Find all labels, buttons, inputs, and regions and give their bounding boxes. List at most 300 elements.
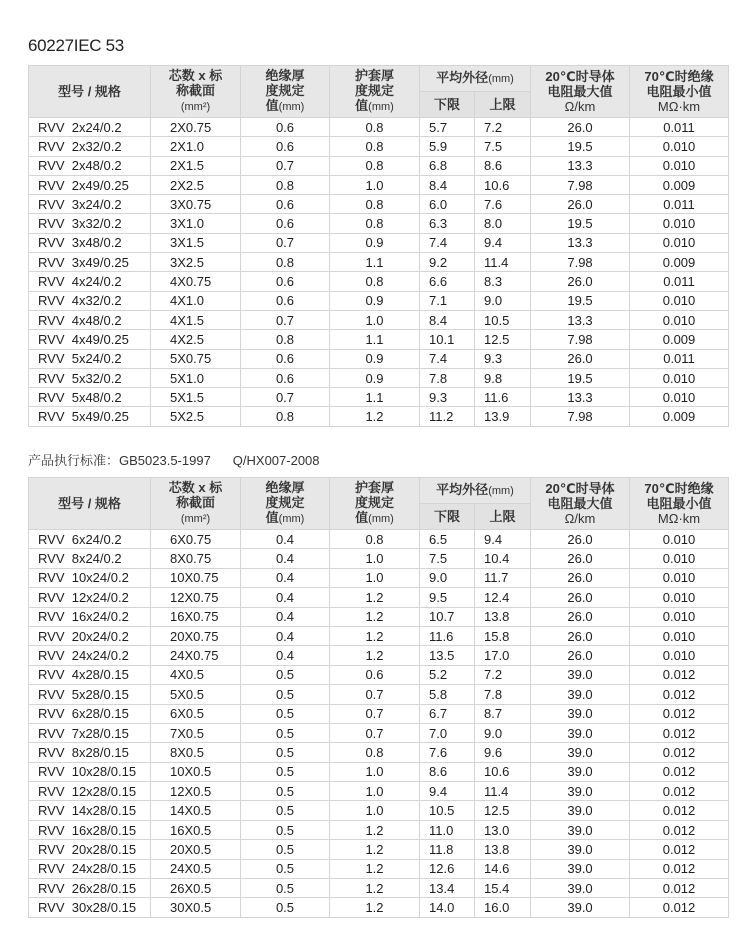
table-row (29, 762, 729, 781)
cell-conductor-resistance: 39.0 (531, 685, 630, 704)
table-row (29, 723, 729, 742)
cell-cores: 12X0.75 (151, 588, 241, 607)
cell-model: RVV 12x28/0.15 (29, 782, 151, 801)
cell-insulation: 0.5 (241, 801, 330, 820)
cell-conductor-resistance: 26.0 (531, 646, 630, 665)
cell-od-low: 7.5 (420, 549, 475, 568)
cell-insulation: 0.5 (241, 704, 330, 723)
cell-sheath: 1.0 (330, 801, 420, 820)
cell-conductor-resistance: 19.5 (531, 291, 630, 310)
cell-conductor-resistance: 13.3 (531, 310, 630, 329)
header-text: 度规定 (265, 495, 305, 510)
cell-od-low: 11.0 (420, 820, 475, 839)
table-row (29, 349, 729, 368)
cell-od-high: 15.4 (475, 879, 531, 898)
cell-model: RVV 4x24/0.2 (29, 272, 151, 291)
header-text: 值 (265, 510, 279, 525)
table-row (29, 310, 729, 329)
cell-od-high: 10.5 (475, 310, 531, 329)
header-outer-diameter (420, 66, 531, 92)
cell-insulation: 0.6 (241, 349, 330, 368)
cell-model: RVV 5x24/0.2 (29, 349, 151, 368)
cell-insulation-resistance: 0.012 (630, 898, 729, 917)
cell-insulation: 0.5 (241, 723, 330, 742)
cell-model: RVV 5x32/0.2 (29, 368, 151, 387)
cell-conductor-resistance: 7.98 (531, 407, 630, 426)
cell-sheath: 1.0 (330, 568, 420, 587)
cell-model: RVV 14x28/0.15 (29, 801, 151, 820)
header-unit: Ω/km (564, 511, 596, 526)
cell-model: RVV 4x28/0.15 (29, 665, 151, 684)
cell-sheath: 0.7 (330, 723, 420, 742)
header-text: 绝缘厚 (265, 68, 305, 83)
cell-sheath: 0.7 (330, 704, 420, 723)
table-row (29, 685, 729, 704)
cell-sheath: 1.1 (330, 253, 420, 272)
cell-insulation-resistance: 0.012 (630, 782, 729, 801)
cell-insulation: 0.8 (241, 175, 330, 194)
cell-cores: 5X1.5 (151, 388, 241, 407)
table-row (29, 607, 729, 626)
header-unit: (mm) (488, 73, 514, 85)
cell-model: RVV 20x28/0.15 (29, 840, 151, 859)
header-conductor-resistance (531, 478, 630, 530)
header-text: 芯数 x 标 (168, 480, 223, 495)
cell-sheath: 1.1 (330, 388, 420, 407)
table-row (29, 782, 729, 801)
header-text: 电阻最大值 (547, 496, 613, 511)
header-text: 度规定 (354, 83, 394, 98)
table-row (29, 407, 729, 426)
cell-od-high: 17.0 (475, 646, 531, 665)
cell-insulation-resistance: 0.009 (630, 253, 729, 272)
cell-od-low: 5.2 (420, 665, 475, 684)
cell-model: RVV 2x24/0.2 (29, 118, 151, 137)
cell-cores: 3X1.5 (151, 233, 241, 252)
cell-sheath: 1.2 (330, 859, 420, 878)
cell-cores: 2X2.5 (151, 175, 241, 194)
cell-od-high: 10.6 (475, 175, 531, 194)
cell-od-high: 9.0 (475, 723, 531, 742)
cell-insulation: 0.7 (241, 388, 330, 407)
cell-sheath: 1.1 (330, 330, 420, 349)
header-text: 平均外径 (436, 482, 489, 497)
cell-od-low: 9.4 (420, 782, 475, 801)
header-od-low: 下限 (420, 92, 475, 118)
cell-od-low: 6.3 (420, 214, 475, 233)
header-insulation-resistance (630, 66, 729, 118)
header-insulation-resistance (630, 478, 729, 530)
cell-insulation-resistance: 0.010 (630, 233, 729, 252)
cell-insulation: 0.6 (241, 118, 330, 137)
spec-table-2 (28, 477, 729, 918)
cell-sheath: 1.2 (330, 820, 420, 839)
cell-insulation: 0.4 (241, 588, 330, 607)
cell-od-high: 14.6 (475, 859, 531, 878)
cell-sheath: 0.8 (330, 743, 420, 762)
cell-od-high: 11.4 (475, 253, 531, 272)
cell-insulation: 0.5 (241, 685, 330, 704)
cell-model: RVV 2x32/0.2 (29, 137, 151, 156)
cell-od-high: 8.6 (475, 156, 531, 175)
table-row (29, 898, 729, 917)
cell-conductor-resistance: 26.0 (531, 568, 630, 587)
cell-cores: 10X0.5 (151, 762, 241, 781)
header-unit: MΩ·km (657, 511, 701, 526)
cell-model: RVV 24x28/0.15 (29, 859, 151, 878)
cell-model: RVV 8x24/0.2 (29, 549, 151, 568)
table-row (29, 626, 729, 645)
cell-cores: 3X1.0 (151, 214, 241, 233)
header-text: 20℃时导体 (545, 69, 615, 84)
header-text: 护套厚 (354, 68, 394, 83)
cell-insulation: 0.5 (241, 743, 330, 762)
cell-model: RVV 4x48/0.2 (29, 310, 151, 329)
cell-od-high: 7.8 (475, 685, 531, 704)
cell-cores: 20X0.75 (151, 626, 241, 645)
table-header (29, 478, 729, 530)
cell-insulation-resistance: 0.009 (630, 407, 729, 426)
cell-cores: 10X0.75 (151, 568, 241, 587)
cell-insulation-resistance: 0.010 (630, 607, 729, 626)
cell-conductor-resistance: 26.0 (531, 272, 630, 291)
cell-insulation-resistance: 0.012 (630, 879, 729, 898)
cell-cores: 12X0.5 (151, 782, 241, 801)
table-row (29, 840, 729, 859)
cell-od-high: 8.3 (475, 272, 531, 291)
header-text: 值 (355, 510, 369, 525)
standard-note (28, 450, 342, 469)
cell-od-low: 9.2 (420, 253, 475, 272)
cell-od-high: 9.4 (475, 233, 531, 252)
table-row (29, 743, 729, 762)
cell-sheath: 1.2 (330, 607, 420, 626)
cell-sheath: 0.8 (330, 195, 420, 214)
cell-od-low: 14.0 (420, 898, 475, 917)
cell-insulation: 0.7 (241, 233, 330, 252)
cell-sheath: 0.8 (330, 118, 420, 137)
cell-conductor-resistance: 7.98 (531, 175, 630, 194)
cell-conductor-resistance: 19.5 (531, 137, 630, 156)
cell-insulation: 0.8 (241, 253, 330, 272)
cell-sheath: 0.9 (330, 349, 420, 368)
cell-od-high: 7.2 (475, 118, 531, 137)
cell-conductor-resistance: 39.0 (531, 704, 630, 723)
cell-od-low: 5.8 (420, 685, 475, 704)
cell-conductor-resistance: 39.0 (531, 879, 630, 898)
cell-od-low: 7.8 (420, 368, 475, 387)
cell-model: RVV 8x28/0.15 (29, 743, 151, 762)
cell-od-low: 9.5 (420, 588, 475, 607)
cell-insulation-resistance: 0.012 (630, 762, 729, 781)
cell-od-low: 5.7 (420, 118, 475, 137)
cell-conductor-resistance: 13.3 (531, 388, 630, 407)
table-row (29, 388, 729, 407)
cell-conductor-resistance: 26.0 (531, 607, 630, 626)
cell-sheath: 0.7 (330, 685, 420, 704)
cell-conductor-resistance: 39.0 (531, 840, 630, 859)
cell-od-high: 13.0 (475, 820, 531, 839)
cell-cores: 2X0.75 (151, 118, 241, 137)
header-unit: (mm) (368, 513, 394, 525)
cell-model: RVV 6x24/0.2 (29, 530, 151, 549)
cell-insulation-resistance: 0.010 (630, 388, 729, 407)
cell-od-low: 13.5 (420, 646, 475, 665)
cell-sheath: 0.8 (330, 272, 420, 291)
cell-sheath: 0.8 (330, 156, 420, 175)
cell-model: RVV 2x48/0.2 (29, 156, 151, 175)
cell-sheath: 1.0 (330, 175, 420, 194)
cell-insulation: 0.8 (241, 407, 330, 426)
cell-insulation-resistance: 0.010 (630, 310, 729, 329)
cell-insulation: 0.4 (241, 568, 330, 587)
cell-od-high: 16.0 (475, 898, 531, 917)
cell-od-high: 9.3 (475, 349, 531, 368)
header-text: 度规定 (265, 83, 305, 98)
cell-od-low: 7.1 (420, 291, 475, 310)
cell-cores: 6X0.75 (151, 530, 241, 549)
cell-conductor-resistance: 19.5 (531, 368, 630, 387)
cell-conductor-resistance: 26.0 (531, 349, 630, 368)
header-od-low: 下限 (420, 504, 475, 530)
cell-model: RVV 4x32/0.2 (29, 291, 151, 310)
cell-conductor-resistance: 26.0 (531, 195, 630, 214)
standard-second: Q/HX007-2008 (232, 453, 320, 468)
cell-insulation-resistance: 0.012 (630, 704, 729, 723)
header-od-high: 上限 (475, 504, 531, 530)
cell-insulation-resistance: 0.010 (630, 137, 729, 156)
cell-sheath: 1.0 (330, 310, 420, 329)
cell-model: RVV 26x28/0.15 (29, 879, 151, 898)
cell-od-high: 12.5 (475, 330, 531, 349)
cell-od-low: 11.8 (420, 840, 475, 859)
cell-cores: 4X0.75 (151, 272, 241, 291)
cell-od-low: 6.7 (420, 704, 475, 723)
cell-model: RVV 6x28/0.15 (29, 704, 151, 723)
cell-conductor-resistance: 13.3 (531, 233, 630, 252)
cell-od-low: 7.6 (420, 743, 475, 762)
cell-sheath: 0.8 (330, 137, 420, 156)
cell-insulation-resistance: 0.010 (630, 214, 729, 233)
document-title: 60227IEC 53 (28, 36, 124, 55)
cell-cores: 4X1.5 (151, 310, 241, 329)
table-row (29, 801, 729, 820)
cell-od-high: 12.5 (475, 801, 531, 820)
cell-od-high: 10.6 (475, 762, 531, 781)
cell-cores: 8X0.75 (151, 549, 241, 568)
cell-insulation: 0.6 (241, 291, 330, 310)
table-row (29, 549, 729, 568)
table-header (29, 66, 729, 118)
header-model: 型号 / 规格 (29, 478, 151, 530)
cell-cores: 16X0.75 (151, 607, 241, 626)
cell-conductor-resistance: 26.0 (531, 118, 630, 137)
cell-insulation-resistance: 0.012 (630, 665, 729, 684)
table-row (29, 568, 729, 587)
header-sheath (330, 66, 420, 118)
cell-insulation: 0.7 (241, 156, 330, 175)
cell-sheath: 1.2 (330, 407, 420, 426)
cell-sheath: 1.0 (330, 549, 420, 568)
header-unit: MΩ·km (657, 99, 701, 114)
cell-insulation-resistance: 0.011 (630, 195, 729, 214)
cell-insulation: 0.6 (241, 272, 330, 291)
cell-insulation: 0.4 (241, 549, 330, 568)
cell-od-low: 9.0 (420, 568, 475, 587)
header-insulation (241, 478, 330, 530)
cell-conductor-resistance: 39.0 (531, 665, 630, 684)
cell-model: RVV 5x48/0.2 (29, 388, 151, 407)
header-text: 称截面 (175, 83, 215, 98)
cell-model: RVV 30x28/0.15 (29, 898, 151, 917)
header-text: 70℃时绝缘 (644, 69, 714, 84)
cell-cores: 7X0.5 (151, 723, 241, 742)
cell-insulation: 0.6 (241, 368, 330, 387)
header-cores (151, 478, 241, 530)
cell-sheath: 0.9 (330, 233, 420, 252)
cell-sheath: 0.8 (330, 530, 420, 549)
cell-insulation-resistance: 0.010 (630, 646, 729, 665)
cell-insulation: 0.5 (241, 840, 330, 859)
cell-insulation-resistance: 0.010 (630, 626, 729, 645)
cell-sheath: 0.9 (330, 291, 420, 310)
cell-sheath: 0.9 (330, 368, 420, 387)
cell-cores: 6X0.5 (151, 704, 241, 723)
header-unit: Ω/km (564, 99, 596, 114)
cell-conductor-resistance: 39.0 (531, 762, 630, 781)
cell-insulation-resistance: 0.012 (630, 685, 729, 704)
cell-sheath: 1.0 (330, 762, 420, 781)
header-text: 称截面 (175, 495, 215, 510)
cell-insulation-resistance: 0.010 (630, 368, 729, 387)
cell-insulation: 0.4 (241, 530, 330, 549)
table-row (29, 330, 729, 349)
cell-insulation: 0.5 (241, 782, 330, 801)
cell-od-high: 13.9 (475, 407, 531, 426)
cell-conductor-resistance: 26.0 (531, 549, 630, 568)
standard-label: 产品执行标准：GB5023.5-1997 (28, 453, 211, 468)
table-row (29, 530, 729, 549)
cell-od-low: 8.6 (420, 762, 475, 781)
cell-insulation-resistance: 0.012 (630, 801, 729, 820)
cell-od-low: 10.7 (420, 607, 475, 626)
cell-insulation: 0.5 (241, 898, 330, 917)
cell-insulation: 0.5 (241, 859, 330, 878)
cell-model: RVV 3x32/0.2 (29, 214, 151, 233)
cell-insulation: 0.5 (241, 665, 330, 684)
cell-cores: 2X1.0 (151, 137, 241, 156)
cell-od-high: 8.0 (475, 214, 531, 233)
table-row (29, 368, 729, 387)
cell-model: RVV 16x28/0.15 (29, 820, 151, 839)
header-sheath (330, 478, 420, 530)
cell-insulation: 0.5 (241, 879, 330, 898)
table-row (29, 704, 729, 723)
cell-insulation-resistance: 0.012 (630, 743, 729, 762)
cell-insulation-resistance: 0.010 (630, 549, 729, 568)
cell-od-low: 12.6 (420, 859, 475, 878)
cell-insulation-resistance: 0.009 (630, 175, 729, 194)
cell-cores: 26X0.5 (151, 879, 241, 898)
cell-od-low: 8.4 (420, 175, 475, 194)
cell-conductor-resistance: 39.0 (531, 859, 630, 878)
table-row (29, 253, 729, 272)
cell-od-low: 6.0 (420, 195, 475, 214)
cell-cores: 5X0.5 (151, 685, 241, 704)
table-row (29, 175, 729, 194)
cell-conductor-resistance: 39.0 (531, 801, 630, 820)
table-row (29, 588, 729, 607)
cell-od-high: 9.4 (475, 530, 531, 549)
header-unit: (mm) (278, 513, 305, 525)
header-text: 平均外径 (436, 70, 489, 85)
header-unit: (mm) (278, 101, 305, 113)
cell-sheath: 0.6 (330, 665, 420, 684)
header-text: 值 (355, 98, 369, 113)
cell-sheath: 1.2 (330, 840, 420, 859)
cell-od-high: 12.4 (475, 588, 531, 607)
header-unit: (mm) (488, 485, 514, 497)
cell-cores: 24X0.75 (151, 646, 241, 665)
cell-od-high: 11.6 (475, 388, 531, 407)
cell-od-high: 7.6 (475, 195, 531, 214)
cell-conductor-resistance: 39.0 (531, 782, 630, 801)
cell-model: RVV 4x49/0.25 (29, 330, 151, 349)
cell-od-high: 7.5 (475, 137, 531, 156)
cell-cores: 16X0.5 (151, 820, 241, 839)
header-conductor-resistance (531, 66, 630, 118)
cell-conductor-resistance: 26.0 (531, 626, 630, 645)
header-od-high: 上限 (475, 92, 531, 118)
cell-od-low: 5.9 (420, 137, 475, 156)
cell-od-low: 9.3 (420, 388, 475, 407)
header-text: 电阻最小值 (646, 84, 712, 99)
header-text: 20℃时导体 (545, 481, 615, 496)
cell-model: RVV 3x48/0.2 (29, 233, 151, 252)
cell-insulation-resistance: 0.010 (630, 568, 729, 587)
cell-sheath: 1.2 (330, 626, 420, 645)
header-outer-diameter (420, 478, 531, 504)
cell-conductor-resistance: 26.0 (531, 530, 630, 549)
cell-od-low: 13.4 (420, 879, 475, 898)
cell-conductor-resistance: 19.5 (531, 214, 630, 233)
header-unit: (mm) (368, 101, 394, 113)
table-row (29, 879, 729, 898)
cell-insulation: 0.6 (241, 137, 330, 156)
table-row (29, 118, 729, 137)
cell-od-low: 8.4 (420, 310, 475, 329)
cell-cores: 8X0.5 (151, 743, 241, 762)
cell-model: RVV 3x24/0.2 (29, 195, 151, 214)
header-text: 值 (265, 98, 279, 113)
header-insulation (241, 66, 330, 118)
cell-insulation-resistance: 0.011 (630, 349, 729, 368)
cell-cores: 30X0.5 (151, 898, 241, 917)
cell-od-high: 11.4 (475, 782, 531, 801)
header-text: 度规定 (354, 495, 394, 510)
cell-conductor-resistance: 39.0 (531, 898, 630, 917)
cell-od-low: 11.6 (420, 626, 475, 645)
cell-insulation: 0.6 (241, 214, 330, 233)
cell-insulation-resistance: 0.012 (630, 840, 729, 859)
table-row (29, 272, 729, 291)
cell-model: RVV 24x24/0.2 (29, 646, 151, 665)
cell-insulation: 0.8 (241, 330, 330, 349)
header-cores (151, 66, 241, 118)
cell-cores: 5X1.0 (151, 368, 241, 387)
cell-model: RVV 3x49/0.25 (29, 253, 151, 272)
cell-cores: 2X1.5 (151, 156, 241, 175)
